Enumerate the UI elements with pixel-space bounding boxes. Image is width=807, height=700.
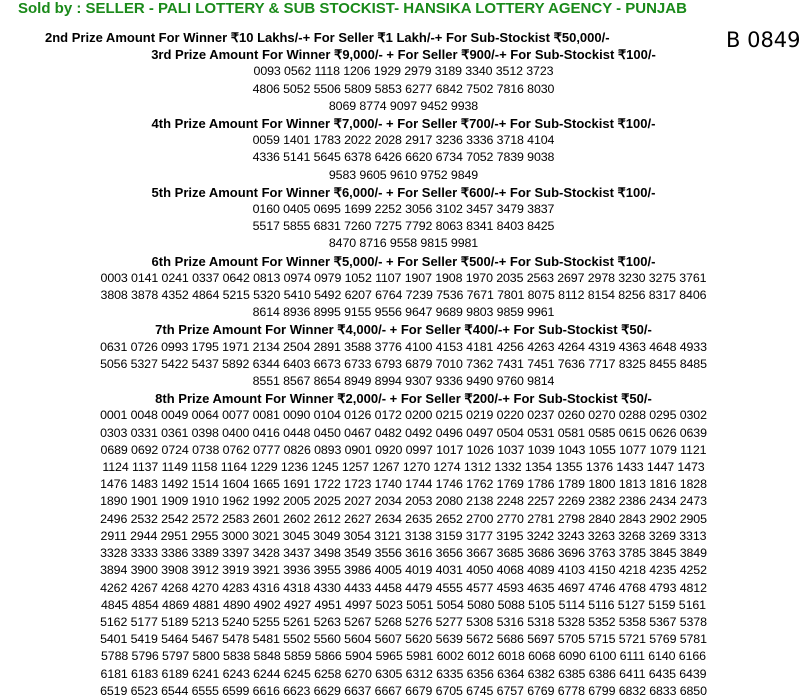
winning-numbers-row: 0093 0562 1118 1206 1929 2979 3189 3340 3512 3723 [253, 64, 554, 79]
winning-numbers-row: 8614 8936 8995 9155 9556 9647 9689 9803 9859 9961 [252, 305, 555, 320]
prize-header: 6th Prize Amount For Winner ₹5,000/- + For Seller ₹500/-+ For Sub-Stockist ₹100/- [151, 253, 656, 269]
prize-list [0, 29, 807, 700]
prize-header: 3rd Prize Amount For Winner ₹9,000/- + For Seller ₹900/-+ For Sub-Stockist ₹100/- [151, 47, 656, 63]
winning-numbers-row: 1890 1901 1909 1910 1962 1992 2005 2025 2027 2034 2053 2080 2138 2248 2257 2269 2382 2386 2434 2473 [100, 494, 707, 509]
winning-numbers-row: 0303 0331 0361 0398 0400 0416 0448 0450 0467 0482 0492 0496 0497 0504 0531 0581 0585 0615 0626 0639 [100, 425, 707, 440]
winning-numbers-row: 3808 3878 4352 4864 5215 5320 5410 5492 6207 6764 7239 7536 7671 7801 8075 8112 8154 8256 8317 8406 [100, 288, 707, 303]
winning-numbers-row: 4845 4854 4869 4881 4890 4902 4927 4951 4997 5023 5051 5054 5080 5088 5105 5114 5116 5127 5159 5161 [101, 597, 706, 612]
winning-numbers-row: 0689 0692 0724 0738 0762 0777 0826 0893 0901 0920 0997 1017 1026 1037 1039 1043 1055 1077 1079 1121 [100, 442, 707, 457]
prize-section [0, 115, 807, 184]
winning-numbers-row: 5788 5796 5797 5800 5838 5848 5859 5866 5904 5965 5981 6002 6012 6018 6068 6090 6100 6111 6140 6166 [101, 649, 706, 664]
prize-section [0, 184, 807, 253]
prize-section [0, 390, 807, 700]
prize-header: 5th Prize Amount For Winner ₹6,000/- + For Seller ₹600/-+ For Sub-Stockist ₹100/- [151, 184, 656, 200]
winning-numbers-row: 8470 8716 9558 9815 9981 [328, 236, 479, 251]
winning-numbers-row: 1124 1137 1149 1158 1164 1229 1236 1245 1257 1267 1270 1274 1312 1332 1354 1355 1376 1433 1447 1473 [102, 460, 705, 475]
prize-header: 8th Prize Amount For Winner ₹2,000/- + For Seller ₹200/-+ For Sub-Stockist ₹50/- [155, 391, 652, 407]
winning-numbers-row: 3894 3900 3908 3912 3919 3921 3936 3955 3986 4005 4019 4031 4050 4068 4089 4103 4150 4218 4235 4252 [100, 563, 707, 578]
serial-number: B 0849 [726, 28, 801, 52]
winning-numbers-row: 9583 9605 9610 9752 9849 [328, 167, 479, 182]
winning-numbers-row: 0003 0141 0241 0337 0642 0813 0974 0979 1052 1107 1907 1908 1970 2035 2563 2697 2978 3230 3275 3761 [100, 270, 707, 285]
prize-header: 4th Prize Amount For Winner ₹7,000/- + For Seller ₹700/-+ For Sub-Stockist ₹100/- [151, 116, 656, 132]
prize-header: 7th Prize Amount For Winner ₹4,000/- + For Seller ₹400/-+ For Sub-Stockist ₹50/- [155, 322, 652, 338]
winning-numbers-row: 2496 2532 2542 2572 2583 2601 2602 2612 2627 2634 2635 2652 2700 2770 2781 2798 2840 2843 2902 2905 [100, 511, 707, 526]
winning-numbers-row: 8551 8567 8654 8949 8994 9307 9336 9490 9760 9814 [252, 374, 555, 389]
prize-section [0, 29, 807, 46]
seller-banner: Sold by : SELLER - PALI LOTTERY & SUB STOCKIST- HANSIKA LOTTERY AGENCY - PUNJAB [0, 0, 807, 22]
prize-section [0, 46, 807, 115]
winning-numbers-row: 0160 0405 0695 1699 2252 3056 3102 3457 3479 3837 [252, 202, 555, 217]
winning-numbers-row: 4806 5052 5506 5809 5853 6277 6842 7502 7816 8030 [252, 81, 555, 96]
winning-numbers-row: 5162 5177 5189 5213 5240 5255 5261 5263 5267 5268 5276 5277 5308 5316 5318 5328 5352 5358 5367 5378 [100, 614, 707, 629]
prize-section [0, 253, 807, 322]
winning-numbers-row: 2911 2944 2951 2955 3000 3021 3045 3049 3054 3121 3138 3159 3177 3195 3242 3243 3263 3268 3269 3313 [100, 528, 707, 543]
winning-numbers-row: 0059 1401 1783 2022 2028 2917 3236 3336 3718 4104 [252, 133, 555, 148]
winning-numbers-row: 0631 0726 0993 1795 1971 2134 2504 2891 3588 3776 4100 4153 4181 4256 4263 4264 4319 4363 4648 4933 [100, 339, 707, 354]
winning-numbers-row: 5517 5855 6831 7260 7275 7792 8063 8341 8403 8425 [252, 219, 555, 234]
winning-numbers-row: 5056 5327 5422 5437 5892 6344 6403 6673 6733 6793 6879 7010 7362 7431 7451 7636 7717 8325 8455 8485 [100, 356, 707, 371]
winning-numbers-row: 0001 0048 0049 0064 0077 0081 0090 0104 0126 0172 0200 0215 0219 0220 0237 0260 0270 0288 0295 0302 [100, 408, 707, 423]
winning-numbers-row: 6181 6183 6189 6241 6243 6244 6245 6258 6270 6305 6312 6335 6356 6364 6382 6385 6386 6411 6435 6439 [100, 666, 707, 681]
winning-numbers-row: 5401 5419 5464 5467 5478 5481 5502 5560 5604 5607 5620 5639 5672 5686 5697 5705 5715 5721 5769 5781 [100, 632, 707, 647]
winning-numbers-row: 3328 3333 3386 3389 3397 3428 3437 3498 3549 3556 3616 3656 3667 3685 3686 3696 3763 3785 3845 3849 [100, 546, 707, 561]
prize-header: 2nd Prize Amount For Winner ₹10 Lakhs/-+ For Seller ₹1 Lakh/-+ For Sub-Stockist ₹50,000/- [45, 30, 610, 45]
winning-numbers-row: 8069 8774 9097 9452 9938 [328, 98, 479, 113]
prize-section [0, 321, 807, 390]
winning-numbers-row: 1476 1483 1492 1514 1604 1665 1691 1722 1723 1740 1744 1746 1762 1769 1786 1789 1800 1813 1816 1828 [100, 477, 707, 492]
winning-numbers-row: 6519 6523 6544 6555 6599 6616 6623 6629 6637 6667 6679 6705 6745 6757 6769 6778 6799 6832 6833 6850 [100, 683, 707, 698]
winning-numbers-row: 4262 4267 4268 4270 4283 4316 4318 4330 4433 4458 4479 4555 4577 4593 4635 4697 4746 4768 4793 4812 [100, 580, 707, 595]
winning-numbers-row: 4336 5141 5645 6378 6426 6620 6734 7052 7839 9038 [252, 150, 555, 165]
